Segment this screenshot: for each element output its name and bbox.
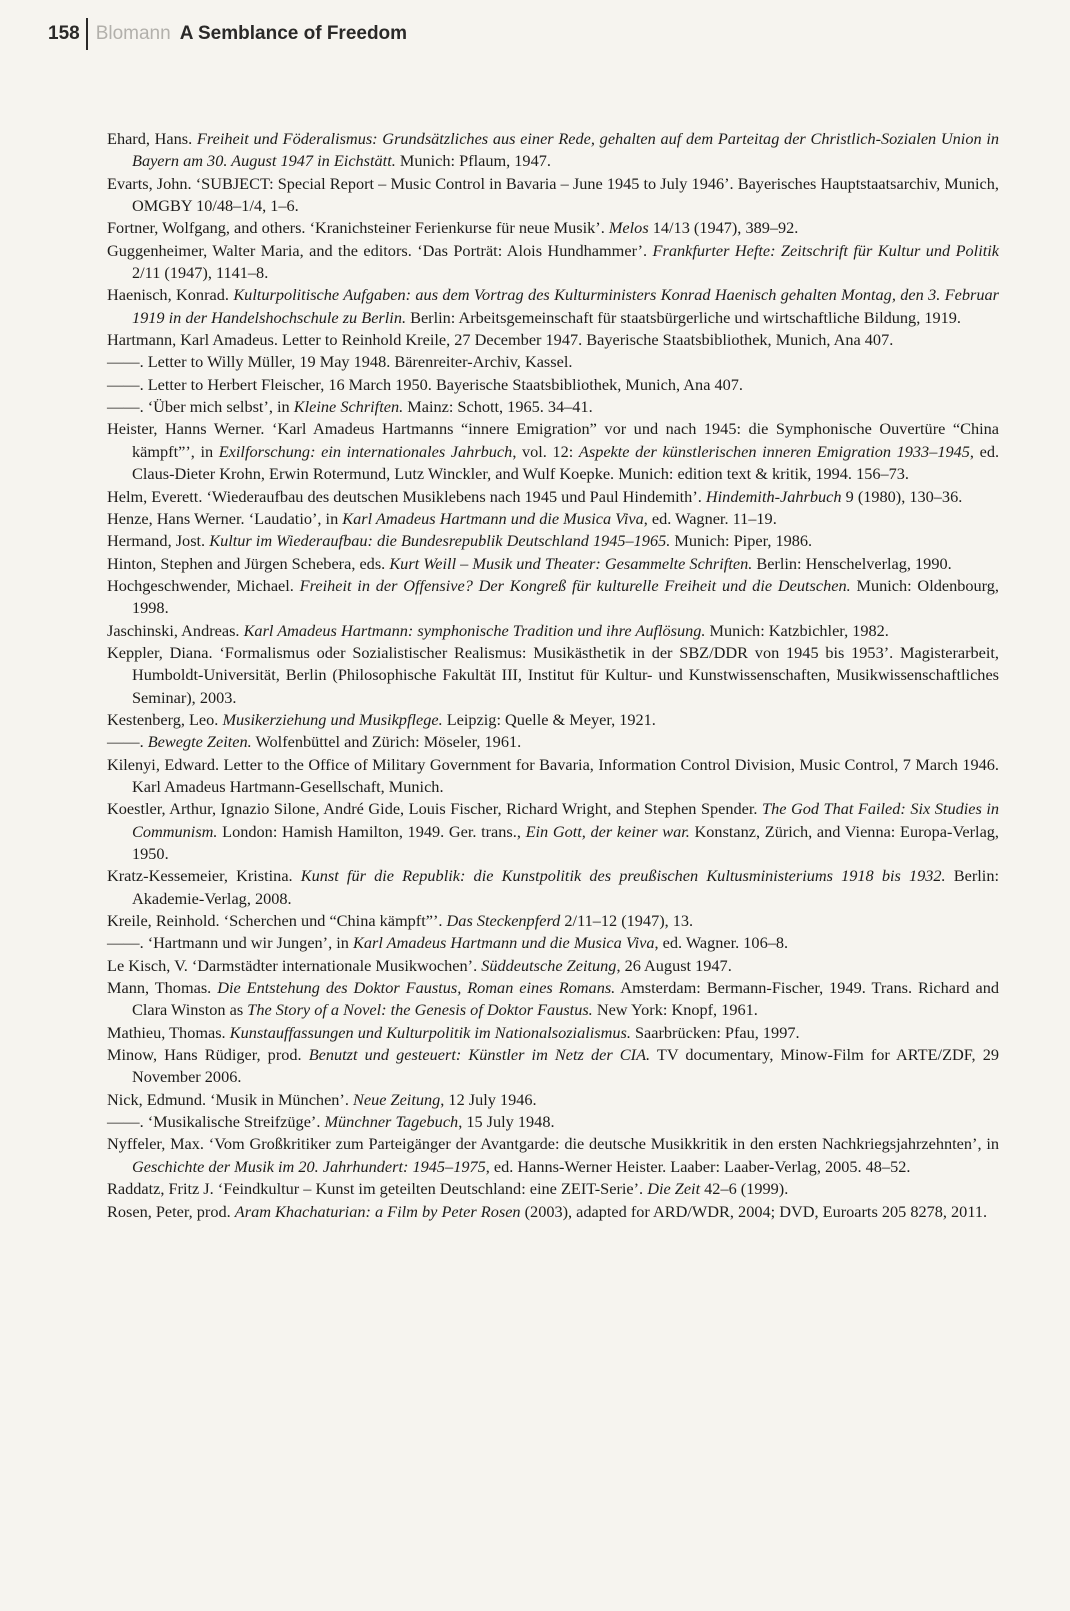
- entry-title-italic: The God That Failed: Six Studies in Communism.: [132, 799, 1000, 841]
- entry-title-italic: Die Entstehung des Doktor Faustus, Roman eines Romans.: [217, 978, 616, 998]
- entry-text: 9 (1980), 130–36.: [841, 486, 963, 506]
- entry-title-italic: Frankfurter Hefte: Zeitschrift für Kultur und Politik: [652, 240, 999, 260]
- entry-text: Koestler, Arthur, Ignazio Silone, André Gide, Louis Fischer, Richard Wright, and Stephen Spender.: [107, 799, 763, 819]
- entry-text: Hermand, Jost.: [107, 531, 210, 551]
- entry-title-italic: Exilforschung: ein internationales Jahrbuch: [218, 441, 513, 461]
- entry-text: , ed. Wagner. 106–8.: [654, 933, 789, 953]
- entry-title-italic: Karl Amadeus Hartmann: symphonische Tradition und ihre Auflösung.: [243, 620, 706, 640]
- bibliography-entry: [107, 284, 999, 329]
- entry-text: ——. ‘Musikalische Streifzüge’.: [107, 1112, 325, 1132]
- running-head-title: A Semblance of Freedom: [179, 23, 408, 44]
- bibliography-entry: [107, 418, 999, 485]
- entry-title-italic: Kunstauffassungen und Kulturpolitik im Nationalsozialismus.: [229, 1022, 631, 1042]
- bibliography-entry: [107, 642, 999, 709]
- entry-text: Le Kisch, V. ‘Darmstädter internationale Musikwochen’.: [107, 955, 482, 975]
- running-head-author: Blomann: [95, 23, 171, 44]
- entry-text: Berlin: Arbeitsgemeinschaft für staatsbürgerliche und wirtschaftliche Bildung, 1919.: [406, 307, 961, 327]
- entry-title-italic: Süddeutsche Zeitung: [481, 955, 617, 975]
- bibliography-entry: [107, 620, 999, 642]
- entry-text: 2/11 (1947), 1141–8.: [132, 263, 269, 283]
- entry-text: Kilenyi, Edward. Letter to the Office of Military Government for Bavaria, Information Control Division, Music Control, 7 March 1946. Karl Amadeus Hartmann-Gesellschaft, Munich.: [107, 754, 999, 796]
- entry-text: Nick, Edmund. ‘Musik in München’.: [107, 1089, 353, 1109]
- entry-text: Kestenberg, Leo.: [107, 709, 223, 729]
- bibliography-entry: [107, 486, 999, 508]
- header-divider: [86, 18, 88, 50]
- entry-text: , vol. 12:: [512, 441, 579, 461]
- entry-title-italic: Kleine Schriften.: [293, 397, 404, 417]
- bibliography-entry: [107, 1178, 999, 1200]
- bibliography-entry: [107, 977, 999, 1022]
- entry-text: Henze, Hans Werner. ‘Laudatio’, in: [107, 508, 343, 528]
- entry-text: , ed. Wagner. 11–19.: [643, 508, 777, 528]
- entry-text: Keppler, Diana. ‘Formalismus oder Sozialistischer Realismus: Musikästhetik in der SBZ/DDR von 1945 bis 1953’. Magisterarbeit, Humboldt-Universität, Berlin (Philosophische Fakultät III, Institut für Kultur- und Kunstwissenschaften, Musikwissenschaftliches Seminar), 2003.: [107, 642, 999, 707]
- entry-text: Hartmann, Karl Amadeus. Letter to Reinhold Kreile, 27 December 1947. Bayerische Staatsbibliothek, Munich, Ana 407.: [107, 330, 894, 350]
- entry-title-italic: Melos: [608, 218, 649, 238]
- bibliography-entry: [107, 396, 999, 418]
- entry-text: TV documentary, Minow-Film for ARTE/ZDF, 29 November 2006.: [132, 1045, 999, 1087]
- entry-text: Leipzig: Quelle & Meyer, 1921.: [442, 709, 656, 729]
- entry-text: Konstanz, Zürich, and Vienna: Europa-Verlag, 1950.: [132, 821, 1000, 863]
- entry-title-italic: Freiheit und Föderalismus: Grundsätzliches aus einer Rede, gehalten auf dem Parteitag der Christlich-Sozialen Union in Bayern am 30. August 1947 in Eichstätt.: [132, 129, 999, 171]
- entry-text: Amsterdam: Bermann-Fischer, 1949. Trans. Richard and Clara Winston as: [132, 978, 999, 1020]
- entry-title-italic: Bewegte Zeiten.: [147, 732, 252, 752]
- entry-title-italic: Aram Khachaturian: a Film by Peter Rosen: [234, 1201, 521, 1221]
- entry-title-italic: Kultur im Wiederaufbau: die Bundesrepublik Deutschland 1945–1965.: [209, 531, 671, 551]
- entry-title-italic: Die Zeit: [647, 1179, 701, 1199]
- bibliography-entry: [107, 932, 999, 954]
- entry-text: Guggenheimer, Walter Maria, and the editors. ‘Das Porträt: Alois Hundhammer’.: [107, 240, 653, 260]
- entry-text: Wolfenbüttel and Zürich: Möseler, 1961.: [251, 732, 522, 752]
- entry-text: ——. ‘Über mich selbst’, in: [107, 397, 294, 417]
- entry-title-italic: Karl Amadeus Hartmann und die Musica Viva: [352, 933, 655, 953]
- bibliography-entry: [107, 955, 999, 977]
- entry-text: Munich: Oldenbourg, 1998.: [132, 575, 999, 618]
- page-number: 158: [48, 23, 80, 44]
- entry-text: Berlin: Henschelverlag, 1990.: [752, 553, 952, 573]
- entry-title-italic: Kurt Weill – Musik und Theater: Gesammelte Schriften.: [389, 553, 753, 573]
- bibliography-entry: [107, 709, 999, 731]
- entry-text: ——. Letter to Willy Müller, 19 May 1948. Bärenreiter-Archiv, Kassel.: [107, 352, 573, 372]
- entry-text: Helm, Everett. ‘Wiederaufbau des deutschen Musiklebens nach 1945 und Paul Hindemith’.: [107, 486, 706, 506]
- entry-title-italic: Aspekte der künstlerischen inneren Emigration 1933–1945: [578, 441, 970, 461]
- bibliography-entry: [107, 530, 999, 552]
- bibliography-list: [107, 128, 999, 1223]
- bibliography-entry: [107, 731, 999, 753]
- entry-text: Jaschinski, Andreas.: [107, 620, 244, 640]
- entry-text: 42–6 (1999).: [700, 1179, 789, 1199]
- bibliography-entry: [107, 1044, 999, 1089]
- entry-text: Berlin: Akademie-Verlag, 2008.: [132, 866, 999, 908]
- entry-text: Rosen, Peter, prod.: [107, 1201, 235, 1221]
- entry-text: Minow, Hans Rüdiger, prod.: [107, 1045, 309, 1065]
- entry-text: Munich: Katzbichler, 1982.: [705, 620, 889, 640]
- entry-text: 2/11–12 (1947), 13.: [560, 911, 694, 931]
- bibliography-entry: [107, 1133, 999, 1178]
- bibliography-entry: [107, 1089, 999, 1111]
- entry-text: ——. Letter to Herbert Fleischer, 16 March 1950. Bayerische Staatsbibliothek, Munich, Ana 407.: [107, 374, 743, 394]
- entry-title-italic: Das Steckenpferd: [446, 911, 561, 931]
- entry-title-italic: Geschichte der Musik im 20. Jahrhundert: 1945–1975: [132, 1156, 486, 1176]
- bibliography-entry: [107, 575, 999, 620]
- entry-title-italic: Münchner Tagebuch: [324, 1112, 459, 1132]
- entry-title-italic: Musikerziehung und Musikpflege.: [222, 709, 443, 729]
- bibliography-entry: [107, 1022, 999, 1044]
- bibliography-entry: [107, 217, 999, 239]
- entry-text: London: Hamish Hamilton, 1949. Ger. trans.,: [217, 821, 526, 841]
- entry-title-italic: Hindemith-Jahrbuch: [705, 486, 842, 506]
- entry-title-italic: Freiheit in der Offensive? Der Kongreß für kulturelle Freiheit und die Deutschen.: [299, 575, 851, 595]
- running-head: [48, 18, 407, 50]
- bibliography-entry: [107, 128, 999, 173]
- entry-text: Mathieu, Thomas.: [107, 1022, 230, 1042]
- bibliography-entry: [107, 1201, 999, 1223]
- entry-text: Ehard, Hans.: [107, 129, 197, 148]
- bibliography-entry: [107, 374, 999, 396]
- bibliography-entry: [107, 865, 999, 910]
- entry-text: Mainz: Schott, 1965. 34–41.: [403, 397, 593, 417]
- bibliography-entry: [107, 240, 999, 285]
- bibliography-entry: [107, 754, 999, 799]
- bibliography-entry: [107, 798, 999, 865]
- bibliography-entry: [107, 910, 999, 932]
- entry-text: ——. ‘Hartmann und wir Jungen’, in: [107, 933, 353, 953]
- entry-text: , ed. Hanns-Werner Heister. Laaber: Laaber-Verlag, 2005. 48–52.: [485, 1156, 911, 1176]
- entry-text: ——.: [107, 732, 148, 752]
- entry-text: , 15 July 1948.: [458, 1112, 555, 1132]
- entry-text: Hinton, Stephen and Jürgen Schebera, eds.: [107, 553, 390, 573]
- entry-text: Fortner, Wolfgang, and others. ‘Kranichsteiner Ferienkurse für neue Musik’.: [107, 218, 609, 238]
- bibliography-entry: [107, 508, 999, 530]
- entry-title-italic: Kulturpolitische Aufgaben: aus dem Vortrag des Kulturministers Konrad Haenisch gehalten Montag, den 3. Februar 1919 in der Handelshochschule zu Berlin.: [132, 285, 1000, 327]
- entry-text: Saarbrücken: Pfau, 1997.: [630, 1022, 800, 1042]
- entry-title-italic: Neue Zeitung: [353, 1089, 441, 1109]
- entry-text: Mann, Thomas.: [107, 978, 218, 998]
- entry-title-italic: Ein Gott, der keiner war.: [525, 821, 690, 841]
- entry-title-italic: Karl Amadeus Hartmann und die Musica Viva: [342, 508, 644, 528]
- bibliography-entry: [107, 351, 999, 373]
- entry-text: Munich: Pflaum, 1947.: [395, 151, 551, 171]
- entry-text: , 12 July 1946.: [440, 1089, 537, 1109]
- entry-text: Kreile, Reinhold. ‘Scherchen und “China kämpft”’.: [107, 911, 447, 931]
- bibliography-entry: [107, 173, 999, 218]
- entry-text: Munich: Piper, 1986.: [670, 531, 813, 551]
- entry-text: , 26 August 1947.: [616, 955, 732, 975]
- entry-text: Raddatz, Fritz J. ‘Feindkultur – Kunst im geteilten Deutschland: eine ZEIT-Serie’.: [107, 1179, 648, 1199]
- bibliography-entry: [107, 1111, 999, 1133]
- entry-text: Evarts, John. ‘SUBJECT: Special Report – Music Control in Bavaria – June 1945 to July 1946’. Bayerisches Hauptstaatsarchiv, Munich, OMGBY 10/48–1/4, 1–6.: [107, 173, 999, 216]
- bibliography-entry: [107, 329, 999, 351]
- entry-text: (2003), adapted for ARD/WDR, 2004; DVD, Euroarts 205 8278, 2011.: [520, 1201, 988, 1221]
- entry-title-italic: Kunst für die Republik: die Kunstpolitik des preußischen Kultusministeriums 1918 bis 1932.: [300, 866, 946, 886]
- entry-title-italic: The Story of a Novel: the Genesis of Doktor Faustus.: [247, 1000, 593, 1020]
- entry-text: Kratz-Kessemeier, Kristina.: [107, 866, 301, 886]
- entry-text: , ed. Claus-Dieter Krohn, Erwin Rotermund, Lutz Winckler, and Wulf Koepke. Munich: edition text & kritik, 1994. 156–73.: [132, 441, 1000, 484]
- entry-text: Hochgeschwender, Michael.: [107, 575, 300, 595]
- entry-text: Haenisch, Konrad.: [107, 285, 234, 305]
- entry-text: Heister, Hanns Werner. ‘Karl Amadeus Hartmanns “innere Emigration” vor und nach 1945: die Symphonische Ouvertüre “China kämpft”’, in: [107, 419, 999, 461]
- entry-text: New York: Knopf, 1961.: [592, 1000, 758, 1020]
- entry-text: 14/13 (1947), 389–92.: [648, 218, 799, 238]
- bibliography-entry: [107, 553, 999, 575]
- entry-text: Nyffeler, Max. ‘Vom Großkritiker zum Parteigänger der Avantgarde: die deutsche Musikkritik in den ersten Nachkriegsjahrzehnten’, in: [107, 1134, 999, 1154]
- entry-title-italic: Benutzt und gesteuert: Künstler im Netz der CIA.: [308, 1045, 651, 1065]
